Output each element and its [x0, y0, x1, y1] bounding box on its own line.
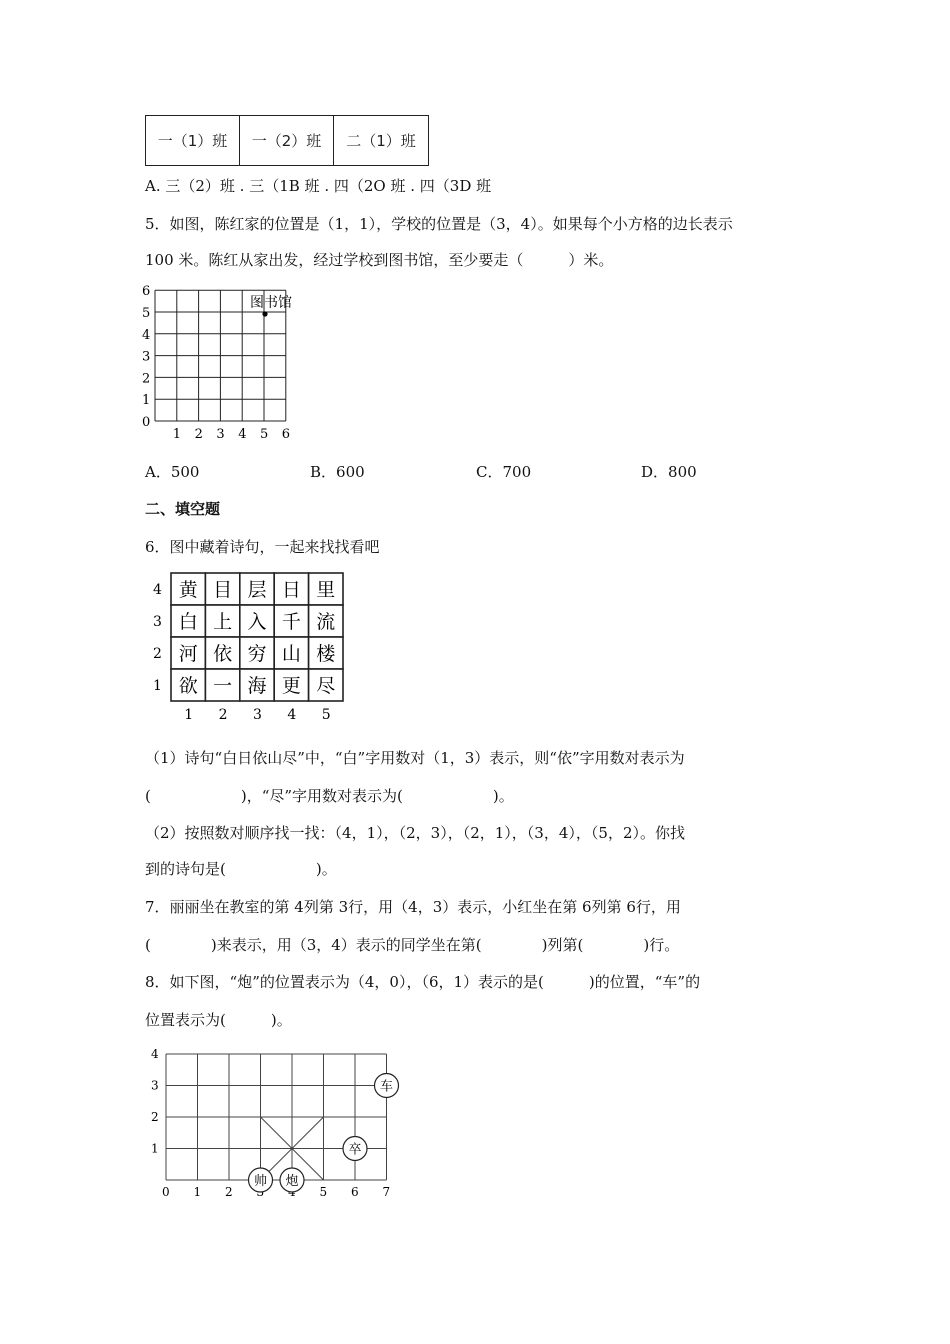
class-table — [145, 115, 429, 166]
poem-char: 目 — [213, 579, 233, 601]
poem-char: 山 — [281, 643, 301, 665]
poem-char: 欲 — [178, 675, 198, 697]
q7-line2: ( )来表示，用（3，4）表示的同学坐在第( )列第( )行。 — [145, 936, 680, 954]
q4-options: A. 三（2）班 . 三（1B 班 . 四（2O 班 . 四（3D 班 — [145, 177, 492, 195]
poem-char: 楼 — [316, 643, 336, 665]
class-cell: 二（1）班 — [334, 116, 429, 166]
y-tick-label: 6 — [142, 284, 151, 300]
class-cell: 一（2）班 — [240, 116, 334, 166]
library-point — [262, 311, 267, 316]
poem-char: 里 — [316, 579, 336, 601]
x-tick-label: 2 — [194, 427, 203, 442]
poem-char: 一 — [213, 675, 233, 697]
x-tick-label: 2 — [225, 1185, 233, 1199]
x-tick-label: 1 — [172, 427, 182, 442]
x-tick-label: 5 — [319, 1185, 328, 1199]
class-cell: 一（1）班 — [146, 116, 240, 166]
row-label: 1 — [153, 678, 162, 694]
q8-line2: 位置表示为( )。 — [145, 1011, 292, 1029]
q5-option-a: A．500 — [145, 463, 200, 481]
chess-piece-label: 帅 — [253, 1174, 268, 1189]
chess-piece-label: 炮 — [285, 1174, 299, 1189]
row-label: 2 — [153, 646, 162, 662]
chess-piece-label: 车 — [379, 1079, 394, 1095]
y-tick-label: 3 — [142, 349, 151, 365]
poem-char: 穷 — [247, 643, 267, 665]
q8-line1: 8．如下图，“炮”的位置表示为（4，0），（6，1）表示的是( )的位置，“车”的 — [145, 973, 701, 991]
library-label: 图书馆 — [250, 295, 292, 311]
q5-grid — [135, 282, 305, 447]
col-label: 2 — [218, 707, 228, 723]
q6-p2-line2: 到的诗句是( )。 — [145, 860, 337, 878]
poem-char: 入 — [247, 611, 267, 633]
chess-board — [140, 1040, 410, 1205]
x-tick-label: 5 — [260, 427, 269, 442]
poem-grid — [145, 570, 355, 725]
col-label: 1 — [184, 707, 194, 723]
col-label: 3 — [253, 707, 262, 723]
x-tick-label: 1 — [193, 1185, 202, 1199]
y-tick-label: 4 — [142, 327, 151, 343]
y-tick-label: 5 — [142, 306, 151, 321]
y-tick-label: 3 — [151, 1078, 159, 1093]
col-label: 4 — [287, 707, 297, 723]
x-tick-label: 6 — [351, 1185, 359, 1199]
row-label: 4 — [153, 582, 162, 598]
y-tick-label: 4 — [151, 1047, 159, 1061]
x-tick-label: 4 — [238, 427, 247, 442]
x-tick-label: 0 — [162, 1185, 170, 1199]
x-tick-label: 7 — [382, 1185, 391, 1199]
poem-char: 更 — [281, 675, 301, 697]
x-tick-label: 6 — [281, 427, 291, 442]
x-tick-label: 3 — [216, 427, 225, 442]
y-tick-label: 1 — [142, 393, 151, 409]
q7-line1: 7．丽丽坐在教室的第 4列第 3行，用（4，3）表示，小红坐在第 6列第 6行，用 — [145, 898, 681, 916]
y-tick-label: 1 — [151, 1141, 159, 1156]
q6-intro: 6．图中藏着诗句，一起来找找看吧 — [145, 538, 380, 556]
row-label: 3 — [153, 614, 162, 630]
poem-char: 白 — [178, 611, 198, 633]
q5-line2: 100 米。陈红从家出发，经过学校到图书馆，至少要走（ ）米。 — [145, 251, 614, 269]
y-tick-label: 2 — [142, 371, 151, 387]
y-tick-label: 0 — [142, 415, 151, 430]
y-tick-label: 2 — [151, 1110, 159, 1124]
q5-option-d: D．800 — [641, 463, 697, 481]
poem-char: 日 — [281, 579, 301, 601]
col-label: 5 — [321, 707, 331, 723]
q5-option-b: B．600 — [310, 463, 365, 481]
poem-char: 上 — [213, 611, 233, 633]
section-title: 二、填空题 — [145, 500, 221, 518]
q6-p2-line1: （2）按照数对顺序找一找：（4，1），（2，3），（2，1），（3，4），（5，2）。你找 — [145, 824, 685, 842]
poem-char: 千 — [281, 611, 301, 633]
poem-char: 层 — [247, 579, 267, 601]
q5-option-c: C．700 — [476, 463, 532, 481]
poem-char: 黄 — [178, 579, 198, 601]
q6-p1-line2: ( )，“尽”字用数对表示为( )。 — [145, 787, 514, 805]
q6-p1-line1: （1）诗句“白日依山尽”中，“白”字用数对（1，3）表示，则“依”字用数对表示为 — [145, 749, 685, 767]
chess-piece-label: 卒 — [348, 1142, 362, 1158]
poem-char: 河 — [178, 643, 198, 665]
poem-char: 海 — [247, 675, 267, 697]
q5-line1: 5．如图，陈红家的位置是（1，1），学校的位置是（3，4）。如果每个小方格的边长表示 — [145, 215, 733, 233]
poem-char: 依 — [213, 643, 233, 665]
poem-char: 流 — [316, 611, 336, 633]
poem-char: 尽 — [316, 675, 336, 697]
